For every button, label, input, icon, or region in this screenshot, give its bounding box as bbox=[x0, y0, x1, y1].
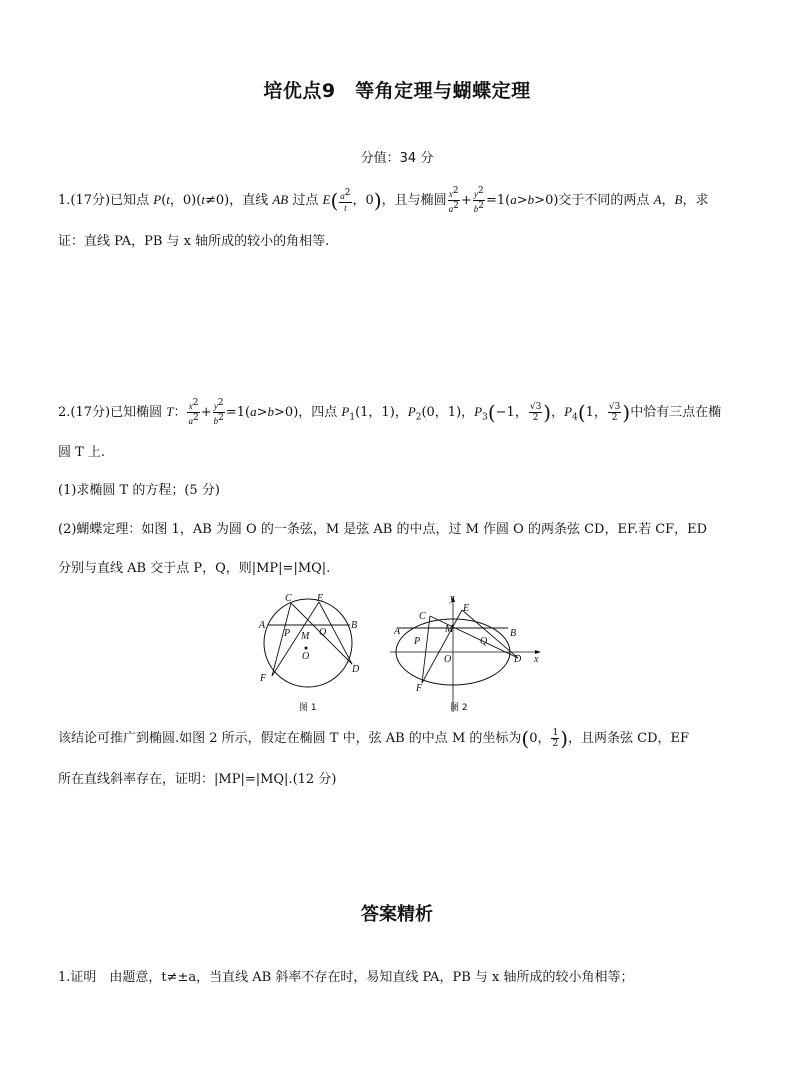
fig2-caption: 图 2 bbox=[450, 703, 468, 713]
svg-text:Q: Q bbox=[319, 627, 327, 638]
svg-text:E: E bbox=[463, 603, 470, 614]
svg-text:C: C bbox=[285, 593, 292, 604]
q1-line1: 1.(17分)已知点 P(t，0)(t≠0)，直线 AB 过点 E( $\frac{a^2}{t}$ ，0)，且与椭圆 $\frac{x^2}{a^2}$ + $\frac{y^2}{b^2}$ =1(a>b>0)交于不同的两点 A，B，求 bbox=[58, 186, 709, 214]
svg-text:F: F bbox=[260, 673, 267, 684]
figure-2 bbox=[390, 592, 550, 717]
q2-line7: 所在直线斜率存在，证明：|MP|=|MQ|.(12 分) bbox=[58, 772, 337, 787]
svg-text:F: F bbox=[416, 683, 423, 694]
q2-line2: 圆 T 上. bbox=[58, 445, 106, 460]
svg-text:M: M bbox=[301, 631, 310, 642]
svg-text:D: D bbox=[514, 654, 522, 665]
q2-line3: (1)求椭圆 T 的方程；(5 分) bbox=[58, 483, 220, 498]
figure-1 bbox=[255, 592, 365, 717]
q2-line4: (2)蝴蝶定理：如图 1，AB 为圆 O 的一条弦，M 是弦 AB 的中点，过 M 作圆 O 的两条弦 CD，EF.若 CF，ED bbox=[58, 522, 708, 537]
q2-line6: 该结论可推广到椭圆.如图 2 所示，假定在椭圆 T 中，弦 AB 的中点 M 的坐标为(0， $\frac{1}{2}$ )，且两条弦 CD，EF bbox=[58, 726, 690, 751]
answer-title: 答案精析 bbox=[361, 904, 433, 925]
svg-text:B: B bbox=[510, 628, 517, 639]
svg-text:D: D bbox=[352, 664, 360, 675]
q2-line5: 分别与直线 AB 交于点 P，Q，则|MP|=|MQ|. bbox=[58, 561, 331, 576]
svg-text:x: x bbox=[534, 654, 539, 665]
svg-text:B: B bbox=[351, 620, 358, 631]
svg-text:y: y bbox=[450, 593, 455, 604]
q1-line2: 证：直线 PA，PB 与 x 轴所成的较小的角相等. bbox=[58, 234, 330, 249]
svg-text:M: M bbox=[445, 624, 454, 635]
svg-text:Q: Q bbox=[480, 636, 488, 647]
svg-text:E: E bbox=[317, 593, 324, 604]
svg-text:A: A bbox=[394, 626, 401, 637]
svg-text:O: O bbox=[444, 654, 452, 665]
q2-line1: 2.(17分)已知椭圆 T： $\frac{x^2}{a^2}$ + $\frac{y^2}{b^2}$ =1(a>b>0)，四点 $P_1(1$，1)，$P_2(0$，1)，$P_3(-1$， $\frac{√3}{2}$ )，$P_4(1$， $\frac{√3}{2}$ )中恰有三点在椭 bbox=[58, 398, 722, 426]
score-label: 分值：34 分 bbox=[360, 151, 434, 166]
page-title: 培优点9 等角定理与蝴蝶定理 bbox=[263, 80, 531, 102]
svg-text:P: P bbox=[284, 628, 291, 639]
answer-1: 1.证明 由题意，t≠±a，当直线 AB 斜率不存在时，易知直线 PA，PB 与 x 轴所成的较小角相等； bbox=[58, 970, 634, 985]
svg-text:A: A bbox=[259, 620, 266, 631]
fig1-caption: 图 1 bbox=[299, 703, 317, 713]
svg-text:O: O bbox=[302, 651, 310, 662]
svg-text:C: C bbox=[419, 611, 426, 622]
svg-text:P: P bbox=[414, 636, 421, 647]
